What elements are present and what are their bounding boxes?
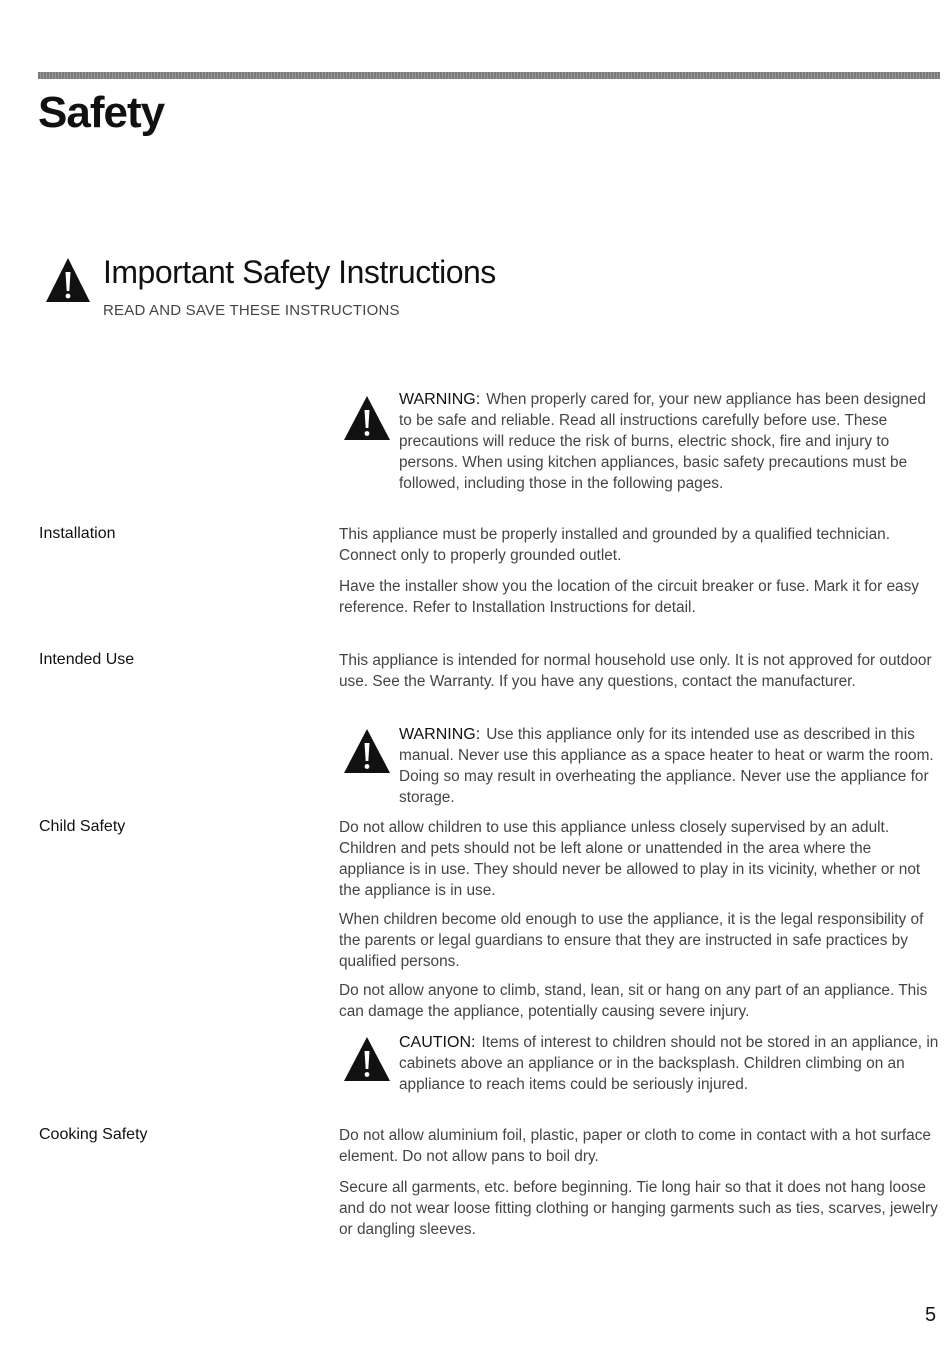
caution-keyword: CAUTION: [399,1034,476,1051]
page-title: Safety [38,88,165,137]
section-label-intended-use: Intended Use [39,651,135,668]
paragraph: Secure all garments, etc. before beginning. Tie long hair so that it does not hang loose and do not wear loose fitting clothing or hanging garments such as ties, scarves, jewelry or dangling sleeves. [339,1179,938,1238]
section-heading: Important Safety Instructions [103,254,496,290]
paragraph: This appliance must be properly installed and grounded by a qualified technician. Connect only to properly grounded outlet. [339,526,890,564]
section-label-cooking-safety: Cooking Safety [39,1126,148,1143]
paragraph: Do not allow children to use this appliance unless closely supervised by an adult. Children and pets should not be left alone or unattended in the area where the appliance is in use. They should never be allowed to play in its vicinity, whether or not the appliance is in use. [339,819,921,899]
paragraph: Do not allow aluminium foil, plastic, paper or cloth to come in contact with a hot surface element. Do not allow pans to boil dry. [339,1127,931,1165]
warning-triangle-icon [44,256,92,304]
page-number: 5 [925,1304,937,1326]
warning-keyword: WARNING: [399,726,481,743]
paragraph: When children become old enough to use the appliance, it is the legal responsibility of the parents or legal guardians to ensure that they are instructed in safe practices by qualified persons. [339,911,924,970]
paragraph: Do not allow anyone to climb, stand, lean, sit or hang on any part of an appliance. This can damage the appliance, potentially causing severe injury. [339,982,928,1020]
warning-keyword: WARNING: [399,391,481,408]
section-label-installation: Installation [39,525,116,542]
paragraph: This appliance is intended for normal household use only. It is not approved for outdoor use. See the Warranty. If you have any questions, contact the manufacturer. [339,652,932,690]
section-subheading: READ AND SAVE THESE INSTRUCTIONS [103,302,400,319]
warning-triangle-icon [343,1036,391,1082]
warning-triangle-icon [343,395,391,441]
warning-text: WARNING: When properly cared for, your new appliance has been designed to be safe and reliable. Read all instructions carefully before use. These precautions will reduce the risk of burns, electric shock, fire and injury to persons. When using kitchen appliances, basic safety precautions must be followed, including those in the following pages. [399,391,926,492]
warning-triangle-icon [343,728,391,774]
header-rule [38,72,940,79]
warning-text: WARNING: Use this appliance only for its intended use as described in this manual. Never use this appliance as a space heater to heat or warm the room. Doing so may result in overheating the appliance. Never use the appliance for storage. [399,726,934,806]
paragraph: Have the installer show you the location of the circuit breaker or fuse. Mark it for easy reference. Refer to Installation Instructions for detail. [339,578,919,616]
caution-text: CAUTION: Items of interest to children should not be stored in an appliance, in cabinets above an appliance or in the backsplash. Children climbing on an appliance to reach items could be seriously injured. [399,1034,939,1093]
section-label-child-safety: Child Safety [39,818,126,835]
